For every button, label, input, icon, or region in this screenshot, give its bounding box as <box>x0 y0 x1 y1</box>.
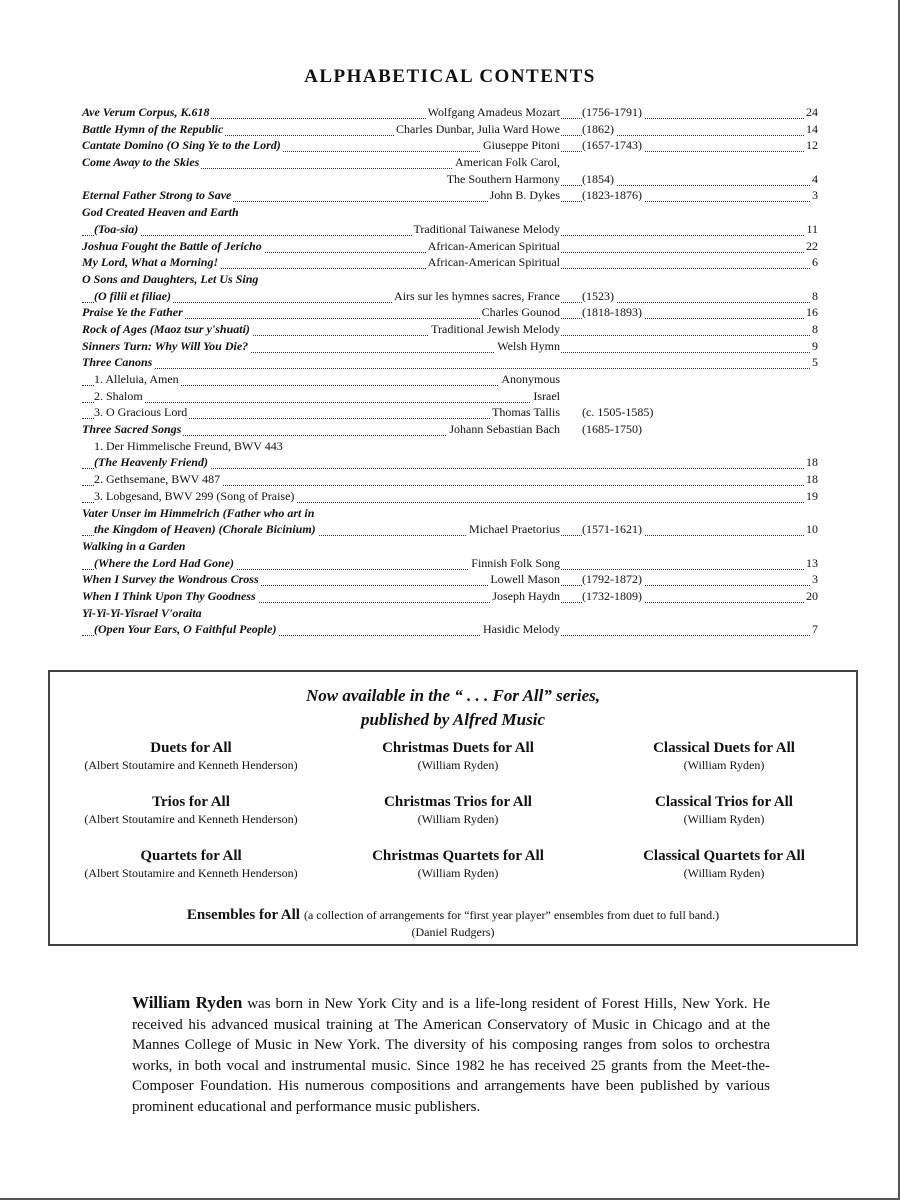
book-title: Christmas Quartets for All <box>372 848 544 864</box>
entry-title: Battle Hymn of the Republic <box>82 121 224 136</box>
entry-title: My Lord, What a Morning! <box>82 255 219 270</box>
contents-row <box>82 421 822 438</box>
entry-title: Cantate Domino (O Sing Ye to the Lord) <box>82 138 281 153</box>
entry-page: 20 <box>806 588 818 603</box>
book-title: Christmas Trios for All <box>384 794 532 810</box>
entry-composer: The Southern Harmony <box>446 171 560 186</box>
composer-bio <box>132 993 770 1118</box>
book-title: Quartets for All <box>140 848 242 864</box>
entry-dates: (1685-1750) <box>582 422 642 437</box>
entry-composer: Joseph Haydn <box>492 588 560 603</box>
entry-page: 19 <box>806 488 818 503</box>
contents-row <box>82 538 822 555</box>
entry-composer: Anonymous <box>501 372 560 386</box>
entry-page: 22 <box>806 238 818 253</box>
contents-row <box>82 454 822 471</box>
entry-dates: (c. 1505-1585) <box>582 405 654 420</box>
entry-composer: African-American Spiritual <box>427 238 560 253</box>
book-title: Classical Quartets for All <box>643 848 805 864</box>
entry-composer: Airs sur les hymnes sacres, France <box>394 288 560 303</box>
entry-title: 1. Der Himmelische Freund, BWV 443 <box>94 438 283 453</box>
entry-page: 6 <box>812 255 818 270</box>
book-title: Classical Duets for All <box>653 740 795 756</box>
contents-row <box>82 555 822 572</box>
entry-page: 11 <box>806 221 818 236</box>
entry-composer: Wolfgang Amadeus Mozart <box>427 105 560 119</box>
entry-page: 24 <box>806 105 818 119</box>
entry-title: Sinners Turn: Why Will You Die? <box>82 338 249 353</box>
book-title: Trios for All <box>152 794 230 810</box>
entry-page: 16 <box>806 305 818 320</box>
book-authors: (Albert Stoutamire and Kenneth Henderson) <box>84 758 298 772</box>
entry-page: 14 <box>806 121 818 136</box>
entry-composer: Charles Dunbar, Julia Ward Howe <box>396 121 560 136</box>
entry-title: Come Away to the Skies <box>82 155 200 170</box>
book-entry <box>50 739 332 773</box>
series-box <box>48 670 858 946</box>
contents-row <box>82 104 822 121</box>
contents-row <box>82 171 822 188</box>
book-title: Duets for All <box>150 740 232 756</box>
book-entry <box>338 739 578 773</box>
contents-row <box>82 354 822 371</box>
contents-row <box>82 321 822 338</box>
entry-composer: Israel <box>533 388 560 403</box>
entry-composer: Traditional Jewish Melody <box>431 321 560 336</box>
entry-title: Yi-Yi-Yi-Yisrael V'oraita <box>82 605 202 620</box>
entry-title: 3. O Gracious Lord <box>94 405 188 420</box>
book-title: Ensembles for All <box>186 907 300 923</box>
book-entry <box>50 793 332 827</box>
book-authors: (Daniel Rudgers) <box>411 925 495 939</box>
book-entry <box>612 793 836 827</box>
entry-composer: Michael Praetorius <box>469 522 560 537</box>
series-heading: Now available in the “ . . . For All” series, published by Alfred Music <box>305 686 601 729</box>
contents-row <box>82 488 822 505</box>
entry-title: (Where the Lord Had Gone) <box>94 555 234 570</box>
entry-page: 5 <box>812 355 818 370</box>
entry-title: (The Heavenly Friend) <box>94 455 208 470</box>
contents-row <box>82 588 822 605</box>
book-authors: (Albert Stoutamire and Kenneth Henderson) <box>84 812 298 826</box>
entry-composer: Traditional Taiwanese Melody <box>413 221 560 236</box>
book-authors: (William Ryden) <box>683 812 765 826</box>
contents-row <box>82 137 822 154</box>
contents-row <box>82 371 822 388</box>
entry-title: Eternal Father Strong to Save <box>82 188 232 203</box>
contents-row <box>82 621 822 638</box>
entry-title: (Open Your Ears, O Faithful People) <box>94 622 277 637</box>
entry-dates: (1792-1872) <box>582 572 642 587</box>
entry-dates: (1823-1876) <box>582 188 642 203</box>
entry-title: When I Survey the Wondrous Cross <box>82 572 259 587</box>
book-authors: (William Ryden) <box>683 758 765 772</box>
bio-name: William Ryden <box>132 993 243 1012</box>
entry-title: 2. Shalom <box>94 388 143 403</box>
entry-title: God Created Heaven and Earth <box>82 205 239 220</box>
entry-composer: Welsh Hymn <box>497 338 560 353</box>
contents-row <box>82 187 822 204</box>
contents-row <box>82 238 822 255</box>
entry-page: 4 <box>812 171 818 186</box>
contents-list <box>82 104 822 638</box>
contents-row <box>82 304 822 321</box>
entry-title: 1. Alleluia, Amen <box>94 372 179 386</box>
entry-page: 13 <box>806 555 818 570</box>
contents-row <box>82 438 822 455</box>
entry-page: 12 <box>806 138 818 153</box>
entry-page: 3 <box>812 188 818 203</box>
entry-dates: (1732-1809) <box>582 588 642 603</box>
contents-row <box>82 571 822 588</box>
book-description: (a collection of arrangements for “first year player” ensembles from duet to full band.) <box>303 908 720 922</box>
page-title: ALPHABETICAL CONTENTS <box>304 66 596 87</box>
book-entry <box>338 847 578 881</box>
contents-row <box>82 271 822 288</box>
entry-page: 10 <box>806 522 818 537</box>
contents-row <box>82 154 822 171</box>
entry-dates: (1818-1893) <box>582 305 642 320</box>
contents-row <box>82 288 822 305</box>
book-authors: (William Ryden) <box>417 812 499 826</box>
entry-dates: (1523) <box>582 288 614 303</box>
entry-title: Three Sacred Songs <box>82 422 182 437</box>
entry-composer: African-American Spiritual <box>427 255 560 270</box>
entry-title: 2. Gethsemane, BWV 487 <box>94 472 221 487</box>
entry-title: (O filii et filiae) <box>94 288 171 303</box>
contents-row <box>82 221 822 238</box>
entry-page: 9 <box>812 338 818 353</box>
entry-composer: Hasidic Melody <box>483 622 560 637</box>
entry-title: Rock of Ages (Maoz tsur y'shuati) <box>82 321 250 336</box>
entry-page: 3 <box>812 572 818 587</box>
entry-composer: Lowell Mason <box>490 572 560 587</box>
entry-composer: American Folk Carol, <box>455 155 560 170</box>
entry-page: 8 <box>812 321 818 336</box>
entry-title: (Toa-sia) <box>94 221 139 236</box>
book-entry <box>612 847 836 881</box>
contents-row <box>82 254 822 271</box>
contents-row <box>82 505 822 522</box>
contents-row <box>82 471 822 488</box>
book-title: Classical Trios for All <box>655 794 793 810</box>
book-entry <box>338 793 578 827</box>
entry-page: 8 <box>812 288 818 303</box>
contents-row <box>82 204 822 221</box>
book-title: Christmas Duets for All <box>382 740 534 756</box>
book-authors: (Albert Stoutamire and Kenneth Henderson) <box>84 866 298 880</box>
ensembles-entry <box>50 906 856 940</box>
entry-title: Praise Ye the Father <box>82 305 183 320</box>
entry-title: Three Canons <box>82 355 153 370</box>
entry-composer: Charles Gounod <box>481 305 560 320</box>
contents-row <box>82 521 822 538</box>
book-authors: (William Ryden) <box>683 866 765 880</box>
book-entry <box>612 739 836 773</box>
entry-dates: (1862) <box>582 121 614 136</box>
contents-row <box>82 121 822 138</box>
entry-page: 7 <box>812 622 818 637</box>
entry-title: Joshua Fought the Battle of Jericho <box>82 238 262 253</box>
entry-title: Ave Verum Corpus, K.618 <box>82 105 210 119</box>
entry-title: Walking in a Garden <box>82 538 186 553</box>
contents-row <box>82 388 822 405</box>
entry-composer: John B. Dykes <box>489 188 560 203</box>
entry-title: O Sons and Daughters, Let Us Sing <box>82 271 259 286</box>
entry-page: 18 <box>806 455 818 470</box>
entry-title: the Kingdom of Heaven) (Chorale Bicinium) <box>94 522 316 537</box>
entry-title: When I Think Upon Thy Goodness <box>82 588 256 603</box>
book-authors: (William Ryden) <box>417 866 499 880</box>
entry-composer: Giuseppe Pitoni <box>483 138 560 153</box>
entry-title: 3. Lobgesand, BWV 299 (Song of Praise) <box>94 488 295 503</box>
entry-composer: Thomas Tallis <box>492 405 560 420</box>
entry-title: Vater Unser im Himmelrich (Father who art in <box>82 505 315 520</box>
entry-dates: (1657-1743) <box>582 138 642 153</box>
entry-composer: Finnish Folk Song <box>471 555 560 570</box>
contents-row <box>82 404 822 421</box>
bio-text: was born in New York City and is a life-long resident of Forest Hills, New York. He received his advanced musical training at The American Conservatory of Music in Chicago and at the Mannes College of Music in New York. The diversity of his composing ranges from solos to orchestra works, in both vocal and instrumental music. Since 1982 he has received 25 grants from the Meet-the-Composer Foundation. His numerous compositions and arrangements have been published by various prominent educational and performance music publishers. <box>132 996 770 1115</box>
entry-dates: (1571-1621) <box>582 522 642 537</box>
entry-composer: Johann Sebastian Bach <box>449 422 560 437</box>
entry-dates: (1854) <box>582 171 614 186</box>
entry-page: 18 <box>806 472 818 487</box>
book-authors: (William Ryden) <box>417 758 499 772</box>
book-entry <box>50 847 332 881</box>
contents-row <box>82 605 822 622</box>
entry-dates: (1756-1791) <box>582 105 642 119</box>
contents-row <box>82 338 822 355</box>
